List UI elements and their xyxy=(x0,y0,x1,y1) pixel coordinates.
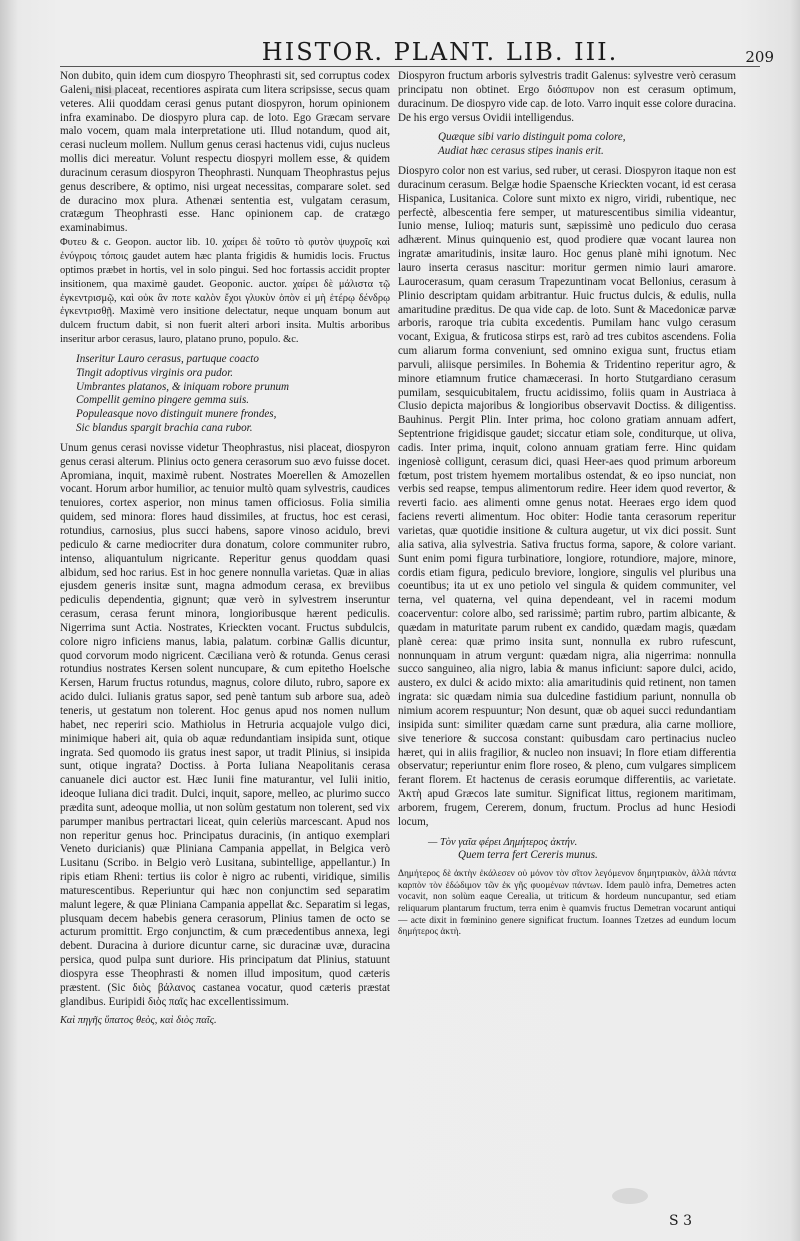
verse-line: Populeasque novo distinguit munere frondes, xyxy=(76,408,277,421)
verse-line: Umbrantes platanos, & iniquam robore prunum xyxy=(76,380,290,393)
verse-line: Compellit gemino pingere gemma suis. xyxy=(76,394,250,407)
header-rule xyxy=(60,66,760,67)
greek-quote: Καὶ πηγῆς ὕπατος θεὸς, καὶ διὸς παῖς. xyxy=(60,1014,217,1026)
paragraph: Φυτευ & c. Geopon. auctor lib. 10. χαίρει δὲ τοῦτο τὸ φυτὸν ψυχροῖς καὶ ἐνύγροις τόποις gaudet autem hæc planta frigidis & humidis locis. Fructus optimos præbet in hortis, vel in solo pingui. Sed hoc fortassis accidit propter insitionem, qua maximè gaudet. Geoponic. auctor. χαίρει δὲ μάλιστα τῷ ἐγκεντρισμῷ, καὶ οὐκ ἂν ποτε καλὸν ἔχοι γλυκὺν ὀπὸν εἰ μὴ ἑτέρῳ δένδρῳ ἐγκεντρισθῇ. Maximè vero insitione delectatur, neque unquam bonum aut dulcem fructum dabit, si non fuerit alteri arbori insita. Multis arboribus inseritur arbor cerasus, lauro, platano pruno, populo. &c. xyxy=(60,237,390,346)
page-number: 209 xyxy=(745,48,774,66)
right-column xyxy=(398,70,736,1190)
greek-quote: — Τὸν γαῖα φέρει Δημήτερος ἀκτήν. xyxy=(428,836,578,848)
left-column xyxy=(60,70,390,1190)
paragraph: Non dubito, quin idem cum diospyro Theophrasti sit, sed corruptus codex Galeni, nisi placeat, recentiores aspirata cum litera scripsisse, secus quam veteres. Alii quoddam cerasi genus putant diospyron, horum opinionem infra examinabo. De diospyro plura cap. de loto. Ego Græcam servare malo vocem, quam mala interpretatione uti. Illud notandum, quod ait, cerasi nucleum mollem. Nullum genus cerasi hactenus vidi, cujus nucleus mollis dici mereatur. Volunt respectu diospyri mollem esse, & quidem duracinum cerasum diospyron Theophrasti. Nunquam Theophrastus pejus genus describere, & optimo, nisi urgeat necessitas, comparare solet. sed de duracino mox plura. Athenæi sententia est, vulgatam cerasum, cratægum Theophrasti esse. Hanc opinionem cap. de cratægo examinabimus. xyxy=(60,70,390,235)
paragraph: Δημήτερος δὲ ἀκτὴν ἐκάλεσεν οὐ μόνον τὸν σῖτον λεγόμενον δημητριακὸν, ἀλλὰ πάντα καρπὸν τὸν ἐδώδιμον τῶν ἐκ γῆς φυομένων πάντων. Idem paulò infra, Demetres acten vocavit, non solùm eaque Cerealia, ut triticum & hordeum nuncupantur, sed etiam reliquarum plantarum fructum, terra enim è quamvis fructus Demetran vocarunt antiqui — acte dixit in fœminino genere significat fructum. Ioannes Tzetzes ad eundum locum δημήτερος ἀκτὴ. xyxy=(398,869,736,938)
signature-mark: S 3 xyxy=(669,1213,692,1229)
ink-blot xyxy=(612,1188,648,1204)
verse-line: Tingit adoptivus virginis ora pudor. xyxy=(76,366,234,379)
verse-line: Sic blandus spargit brachia cana rubor. xyxy=(76,422,253,435)
paragraph: Diospyron fructum arboris sylvestris tradit Galenus: sylvestre verò cerasum principatu non obtinet. Ergo διόσπυρον non est cerasum optimum, duracinum. De diospyro vide cap. de loto. Varro inquit esse colore duracina. De his ergo versus Ovidii intelligendus. xyxy=(398,70,736,124)
verse-line: Inseritur Lauro cerasus, partuque coacto xyxy=(76,352,259,365)
verse-line: Audiat hæc cerasus stipes inanis erit. xyxy=(438,145,604,158)
verse-block xyxy=(438,131,736,159)
running-title: HISTOR. PLANT. LIB. III. xyxy=(261,38,619,66)
paragraph: Diospyro color non est varius, sed ruber, ut cerasi. Diospyron itaque non est duracinum cerasum. Belgæ hodie Spaensche Krieckten vocant, id est cerasa Hispanica, Lusitanica. Colore sunt mixto ex nigro, viridi, rubentique, nec perfectè, albescentia fere semper, ut maturescentibus similia videantur, Iunio mense, Iulioq; maturis sunt, sæpissimè uno pediculo duo cerasa adhærent. Minus quinquenio est, quod prodiere quæ vocant laurea non ingratæ amaritudinis, insitæ lauro. Hoc genus planè mihi ignotum. Nec lauro inserta cerasus nascitur: moritur germen nimio lauri amarore. Laurocerasum, quam cerasum Trapezuntinam vocat Bellonius, cerasum à Plinio descriptam quidam arbitrantur. Huic fructus dulcis, & edulis, nulla amaritudine præditus. De qua vide cap. de loto. Sunt & Macedonicæ parvæ arboris, raroque tria cubita excedentis. Pumilam hanc vulgo cerasum vocant, Exigua, & fruticosa stirps est, rarò ad tres cubitos ascendens. Folia cum aliarum forma conveniunt, sed omnino exigua sunt, fructus etiam parvuli, aliisque persimiles. In Bohemia & Tridentino reperitur agro, & minore etiamnum frutice chamæcerasi. In horto Stutgardiano cerasum pumilam, sesquicubitalem, fructu acidissimo, foliis quam in Austriaca à Clusio depicta majoribus & longioribus observavit Doctiss. & diligentiss. Bauhinus. Pergit Plin. Inter prima, hoc colono gratiam annuam adfert, Septentrione frigidisque gaudet; siccatur etiam sole, conditurque, ut oliva, cadis. Inter prima, inquit, colono annuam gratiam ferre. Hinc quidam ingeniosè colligunt, cerasum dici, quasi Heer-aes quod primum arboreum fœtum, post tristem hyemem mortalibus ostendat, & eo ipso nunciat, non verbis sed reapse, tempus alimentorum redire. Heer idem quod revertor, & reverti facio. aes alimenti omne genus notat. Heeraes ergo idem quod faciens reverti alimentum. Hoc obiter: Hodie tanta cerasorum reperitur varietas, quæ quotidie insitione & cultura augetur, ut vix dici possit. Sunt alia sativa, alia sylvestria. Sativa fructus forma, sapore, & colore variant. Sunt enim pomi figura turbinatiore, longiore, rotundiore, majore, minore, cordis etiam figura, pediculo breviore, longiore, singulis vel pluribus una coeuntibus; ita ut ex uno petiolo vel singula & quidem communiter, vel terna, vel quaterna, vel quina dependeant, vel in racemi modum coacerventur: colore albo, sed rarissimè; partim rubro, partim albicante, & quædam in maturitate parum rubent ex candido, quædam magis, quædam planè cerea: quæ primo insita sunt, nonnulla ex rubro rufescunt, nonnunquam in atrum vergunt: quædam nigra, alia nigerrima: nonnulla succo sanguineo, alia nigro, labia & manus inficiunt: sapore dulci, acido, austero, ex dulci & acido mixto: alia amaritudinis quid retinent, non tamen ingrata: sic quædam nimia sua dulcedine fastidium pariunt, nonnulla ob nimium acorem respuuntur; Non desunt, quæ ob aquei succi redundantiam insipida sunt: similiter quædam carne sunt prædura, alia carne molliore, sive teneriore & succosa constant: quibusdam caro pertinacius nucleo hæret, qui in aliis fragilior, & nucleo non insuavi; In flore etiam differentia observatur; reperiuntur enim flore roseo, & pleno, cum vulgares simplicem ferant florem. Et hactenus de cerasis eorumque differentiis, ac varietate. Ἀκτὴ apud Græcos late sumitur. Significat littus, regionem maritimam, arborem, frugem, Cererem, donum, fructum. Proclus ad hunc Hesiodi locum, xyxy=(398,165,736,828)
paragraph: Unum genus cerasi novisse videtur Theophrastus, nisi placeat, diospyron genus cerasi alterum. Plinius octo genera cerasorum suo ævo fuisse docet. Apromiana, inquit, maximè rubent. Nostrates Moerellen & Amozellen vocant. Horum arbor humilior, ac tenuior multò quam sylvestris, caudices tenuiores, cortex asperior, non minus tamen officiosus. Folia similia quidem, sed minora: flores haud dissimiles, at fructus, hoc est cerasi, rotundius, carnosius, plus succi habens, sapore vinoso acidulo, brevi pediculo & carne mediocriter dura donatum, colore communiter rubro, intenso, aliquantulum nigricante. Reperitur genus quoddam quasi albidum, sed hoc rarius. Est in hoc genere nonnulla varietas. Quæ in alias ejusdem generis insitæ sunt, magna admodum cerasa, ex breviibus pediculis dependentia, gignunt; quæ verò in sylvestrem inseruntur cerasum, cerasa ferunt minora, longioribusque hærent pediculis. Nigerrima sunt Actia. Nostrates, Krieckten vocant. Fructus subdulcis, colore nigro inficiens manus, labia, palatum. corbinæ Gallis dicuntur, quod corvorum modo nigricent. Cæciliana verò & rotunda. Genus cerasi rotundius nostrates Kersen solent nuncupare, & cum epitetho Hoelsche Kersen, Harum fructus rotundus, magnus, colore diluto, rubro, sapore ex acido dulci. Iulianis gratus sapor, sed penè tantum sub arbore sua, adeò teneris, ut gestatum non tolerent. Hoc genus apud nos nomen nullum habet, nec reperiri scio. Mathiolus in Hetruria acquajole vulgo dici, minimique haberi ait, quia ob aquæ redundantiam insipida sunt, otique ingrata. Sed quomodo iis gratus inest sapor, ut tradit Plinius, si insipida sunt, otique ingrata? Doctiss. à Porta Iuliana Neapolitanis cerasa canuanele dici auctor est. Hæc Iunii fine maturantur, vel Iulii initio, ideoque Iuliana dici tradit. Dulci, inquit, sapore, melleo, ac plurimo succo prædita sunt, adeoque mollia, ut non solùm gestatum non tolerent, sed vix parumper manibus pertractari liceat, quin celeriùs marcescant. Apud nos non reperitur genus hoc. Principatus duracinis, (in antiquo exemplari Veneto duricianis) quæ Pliniana Campania appellat, in Belgica verò Lusitanu (Scribo. in Belgio verò Lusitana, subintellige, appellantur.) In ripis etiam Rheni: tertius iis color è nigro ac rubenti, viridique, similis maturescentibus. Reperiuntur qui hæc non conjunctim sed separatim malunt legere, & quæ Pliniana Campania appellat &c. Separatim si legas, plusquam decem habebis genera cerasorum, Plinius tamen de octo se acturum promittit. Ergo conjunctim, & cum præcedentibus annexa, legi debent. Duracina à duriore dicuntur carne, sic duracinæ uvæ, duracina persica, quod pulpa sunt duriore. His principatum dat Plinius, statuunt diospyra esse Theophrasti & nomen illud impositum, quod cæteris præstent. (Sic διὸς βάλανος castanea vocatur, quod cæteris præstat glandibus. Euripidi διὸς παῖς hac excellentissimum. xyxy=(60,441,390,1008)
verse-line: Quæque sibi vario distinguit poma colore, xyxy=(438,131,626,144)
latin-quote: Quem terra fert Cereris munus. xyxy=(458,849,598,862)
verse-block xyxy=(76,353,390,436)
